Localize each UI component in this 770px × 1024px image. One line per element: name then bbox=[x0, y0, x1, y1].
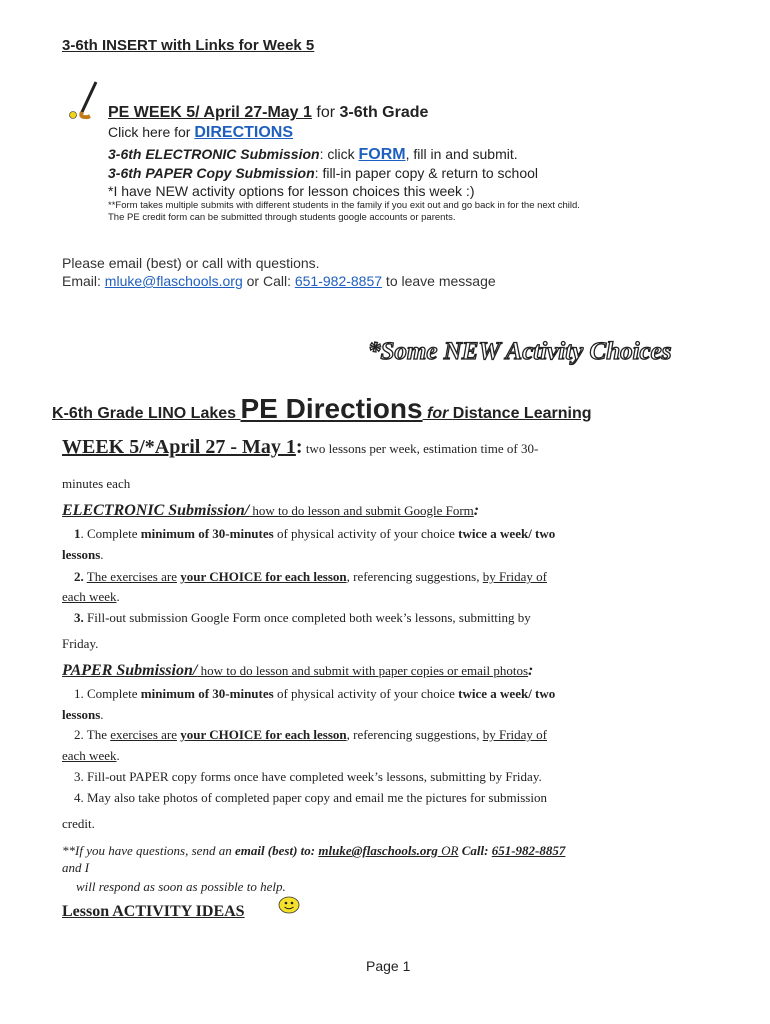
directions-link[interactable]: DIRECTIONS bbox=[194, 124, 294, 141]
questions-line: **If you have questions, send an email (best) to: mluke@flaschools.org OR Call: 651-982-8857 bbox=[62, 843, 566, 858]
paper-item-2-cont: each week. bbox=[62, 748, 120, 763]
paper-item-2: 2. The exercises are your CHOICE for each lesson, referencing suggestions, by Friday of bbox=[74, 727, 547, 742]
paper-item-3: 3. Fill-out PAPER copy forms once have completed week’s lessons, submitting by Friday. bbox=[74, 769, 542, 784]
hockey-stick-icon bbox=[66, 80, 102, 122]
electronic-insert-line: 3-6th ELECTRONIC Submission: click FORM, fill in and submit. bbox=[108, 146, 518, 163]
insert-title: 3-6th INSERT with Links for Week 5 bbox=[62, 37, 315, 54]
directions-heading: K-6th Grade LINO Lakes PE Directions for Distance Learning bbox=[52, 393, 592, 424]
paper-item-1: 1. Complete minimum of 30-minutes of physical activity of your choice twice a week/ two bbox=[74, 686, 556, 701]
paper-item-4-cont: credit. bbox=[62, 816, 95, 831]
week-line-cont: minutes each bbox=[62, 476, 131, 491]
paper-item-1-cont: lessons. bbox=[62, 707, 104, 722]
new-options-line: *I have NEW activity options for lesson choices this week :) bbox=[108, 183, 475, 199]
paper-insert-line: 3-6th PAPER Copy Submission: fill-in paper copy & return to school bbox=[108, 165, 539, 181]
email-link[interactable]: mluke@flaschools.org bbox=[104, 273, 243, 289]
electronic-item-3: 3. Fill-out submission Google Form once completed both week’s lessons, submitting by bbox=[74, 610, 531, 625]
smiley-icon bbox=[278, 896, 300, 914]
directions-line: Click here for DIRECTIONS bbox=[108, 124, 294, 141]
electronic-item-2: 2. The exercises are your CHOICE for each lesson, referencing suggestions, by Friday of bbox=[74, 569, 547, 584]
electronic-item-3-cont: Friday. bbox=[62, 636, 99, 651]
questions-line-3: will respond as soon as possible to help. bbox=[76, 879, 286, 894]
form-note-1: **Form takes multiple submits with different students in the family if you exit out and go back in for the next child. bbox=[108, 200, 580, 211]
form-note-2: The PE credit form can be submitted through students google accounts or parents. bbox=[108, 212, 456, 223]
form-link[interactable]: FORM bbox=[358, 146, 406, 163]
insert-week-line: PE WEEK 5/ April 27-May 1 for 3-6th Grade bbox=[108, 104, 429, 121]
paper-item-4: 4. May also take photos of completed paper copy and email me the pictures for submission bbox=[74, 790, 547, 805]
phone-link[interactable]: 651-982-8857 bbox=[294, 273, 383, 289]
lesson-ideas-title: Lesson ACTIVITY IDEAS bbox=[62, 903, 245, 920]
electronic-item-2-cont: each week. bbox=[62, 589, 120, 604]
contact-line-1: Please email (best) or call with questions. bbox=[62, 255, 320, 271]
electronic-item-1: 1. Complete minimum of 30-minutes of physical activity of your choice twice a week/ two bbox=[74, 526, 556, 541]
electronic-item-1-cont: lessons. bbox=[62, 547, 104, 562]
week-line: WEEK 5/*April 27 - May 1: two lessons per week, estimation time of 30- bbox=[62, 436, 539, 458]
paper-heading: PAPER Submission/ how to do lesson and submit with paper copies or email photos: bbox=[62, 662, 534, 679]
electronic-heading: ELECTRONIC Submission/ how to do lesson and submit Google Form: bbox=[62, 502, 480, 519]
contact-line-2: Email: mluke@flaschools.org or Call: 651-982-8857 to leave message bbox=[62, 273, 496, 289]
page-number: Page 1 bbox=[366, 958, 411, 974]
questions-email[interactable]: mluke@flaschools.org bbox=[318, 843, 438, 858]
questions-phone[interactable]: 651-982-8857 bbox=[491, 843, 566, 858]
questions-line-2: and I bbox=[62, 860, 90, 875]
new-activity-banner: *Some NEW Activity Choices bbox=[368, 338, 672, 365]
